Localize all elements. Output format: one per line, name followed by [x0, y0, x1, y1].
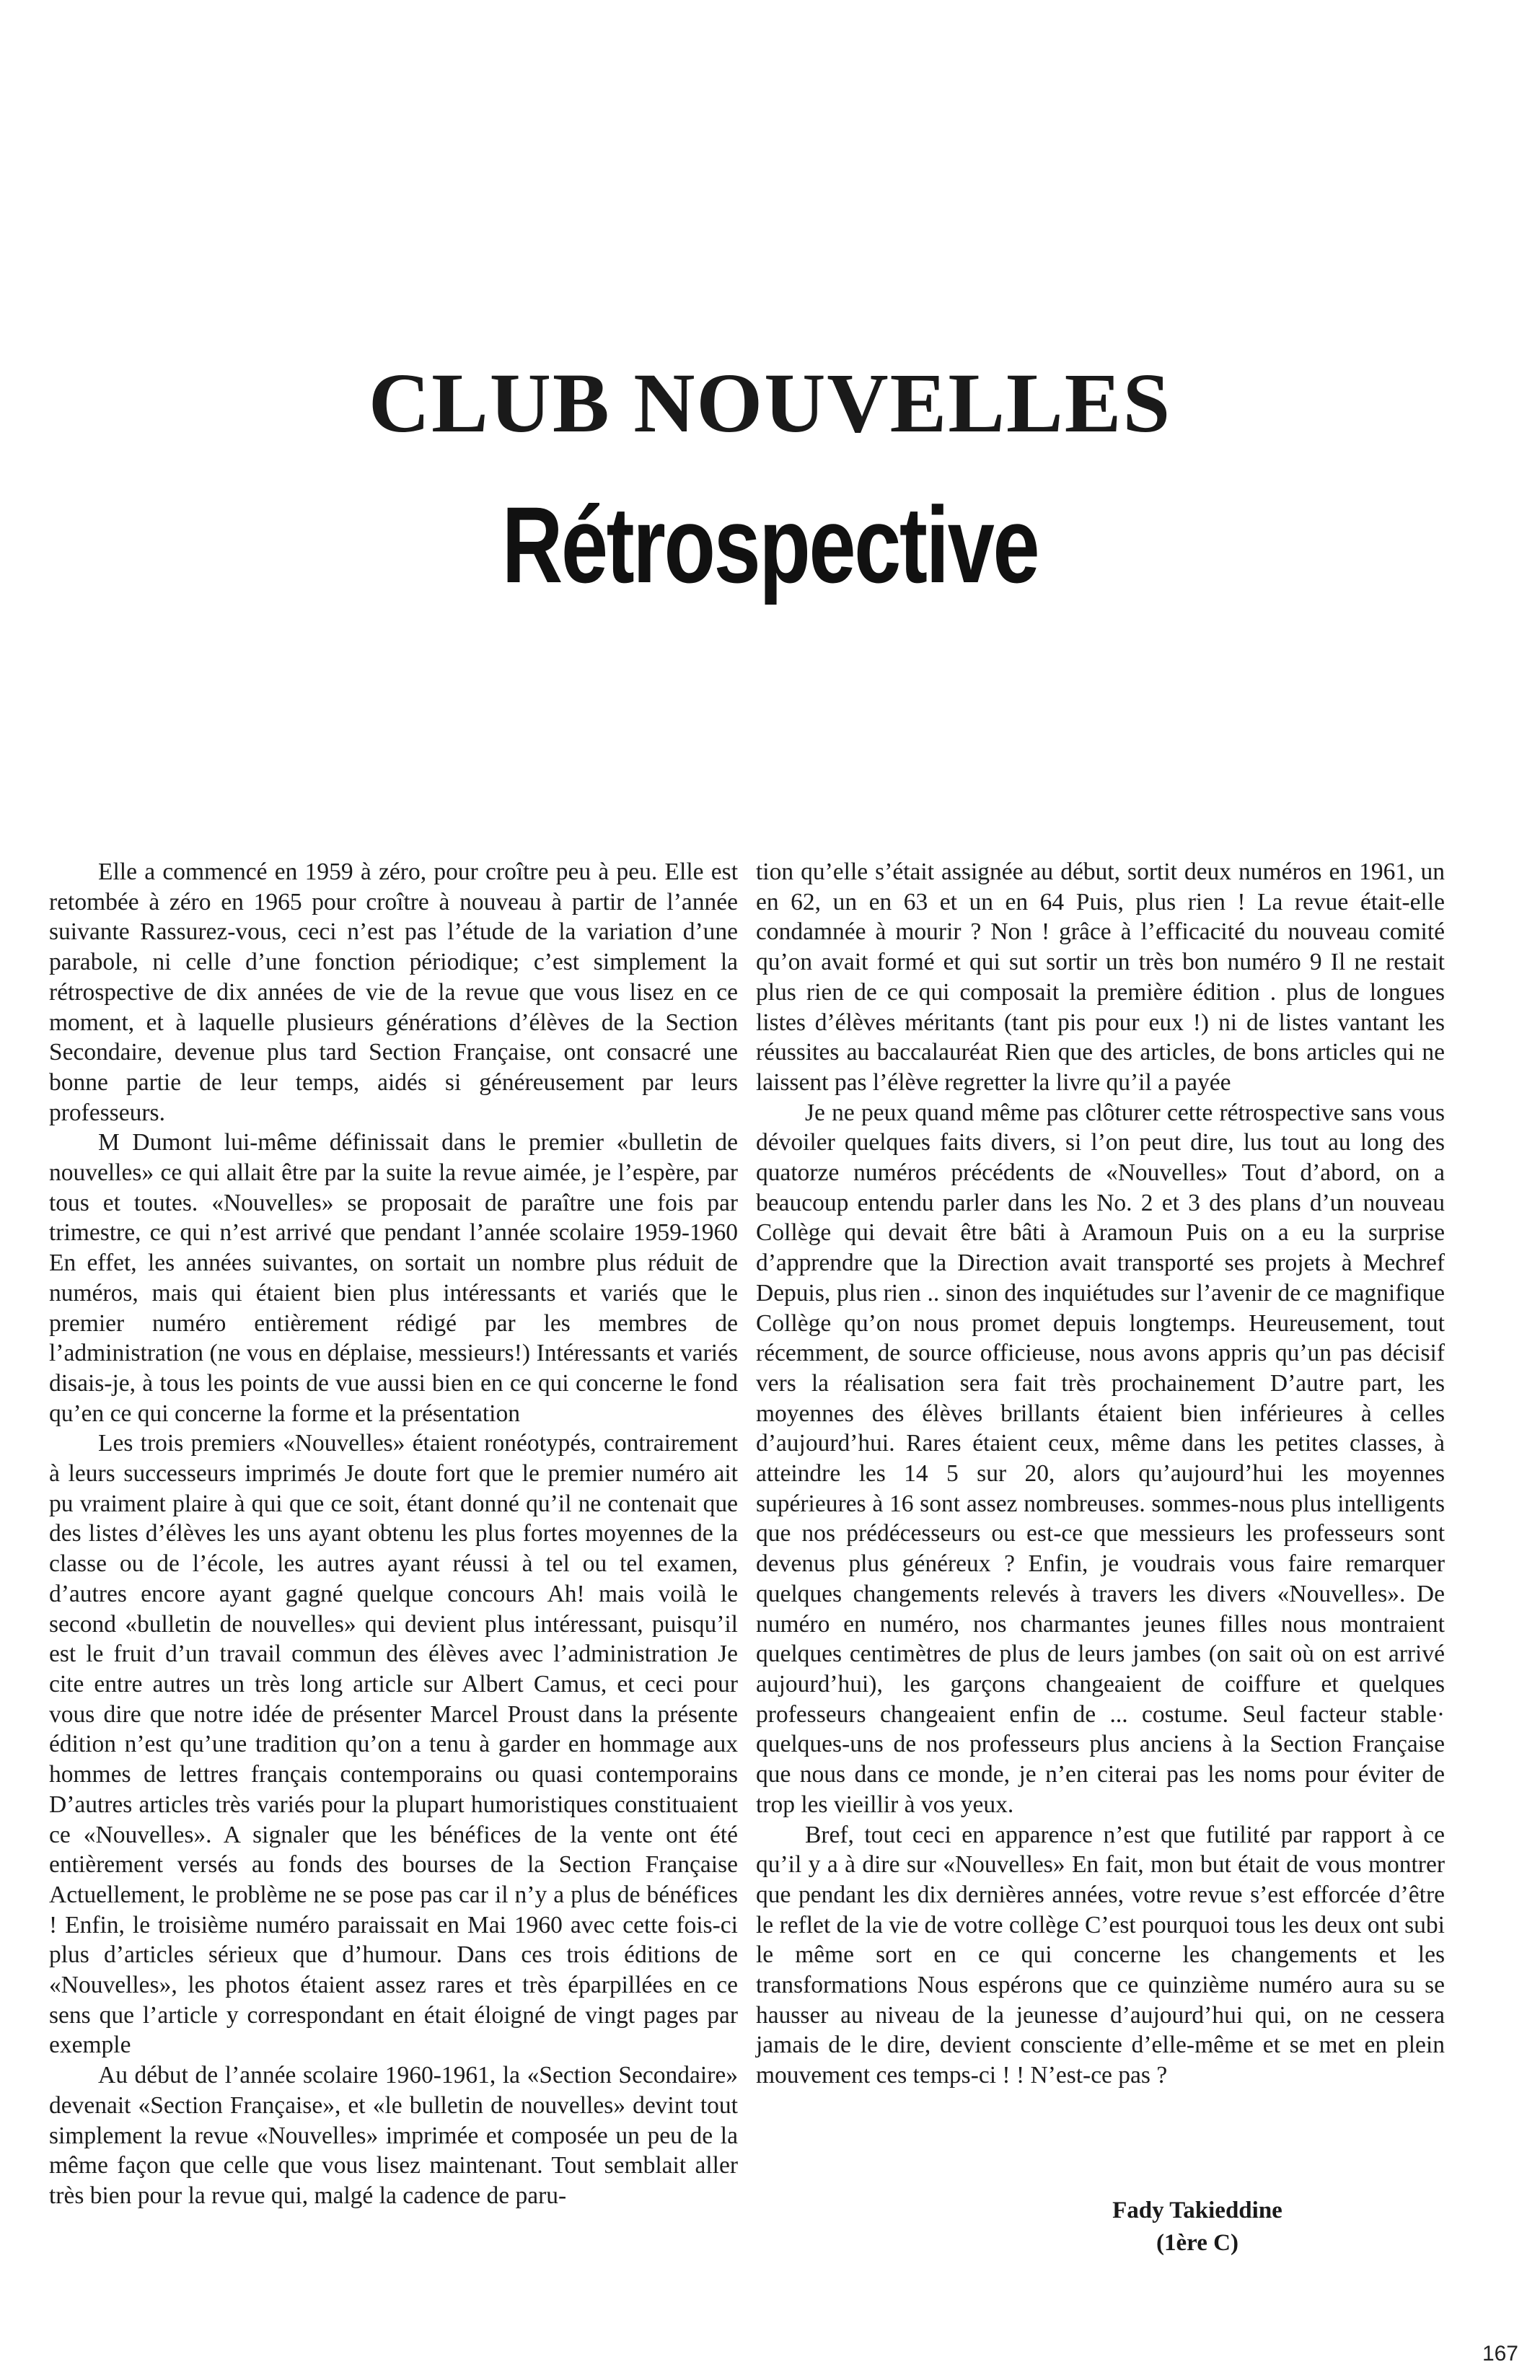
- article-left-column: [49, 857, 738, 2211]
- article-paragraph: Les trois premiers «Nouvelles» étaient ronéotypés, contrairement à leurs successeurs imprimés Je doute fort que le premier numéro ait pu vraiment plaire à qui que ce soit, étant donné qu’il ne contenait que des listes d’élèves les uns ayant obtenu les plus fortes moyennes de la classe ou de l’école, les autres ayant réussi à tel ou tel examen, d’autres encore ayant gagné quelque concours Ah! mais voilà le second «bulletin de nouvelles» qui devient plus intéressant, puisqu’il est le fruit d’un travail commun des élèves avec l’administration Je cite entre autres un très long article sur Albert Camus, et ceci pour vous dire que notre idée de présenter Marcel Proust dans la présente édition n’est qu’une tradition qu’on a tenu à garder en hommage aux hommes de lettres français contemporains ou quasi contemporains D’autres articles très variés pour la plupart humoristiques constituaient ce «Nouvelles». A signaler que les bénéfices de la vente ont été entièrement versés au fonds des bourses de la Section Française Actuellement, le problème ne se pose pas car il n’y a plus de bénéfices ! Enfin, le troisième numéro paraissait en Mai 1960 avec cette fois-ci plus d’articles sérieux que d’humour. Dans ces trois éditions de «Nouvelles», les photos étaient assez rares et très éparpillées en ce sens que l’article y correspondant en était éloigné de vingt pages par exemple: [49, 1430, 738, 2059]
- article-paragraph-continued: tion qu’elle s’était assignée au début, sortit deux numéros en 1961, un en 62, un en 63 et un en 64 Puis, plus rien ! La revue était-elle condamnée à mourir ? Non ! grâce à l’efficacité du nouveau comité qu’on avait formé et qui sut sortir un très bon numéro 9 Il ne restait plus rien de ce qui composait la première édition . plus de longues listes d’élèves méritants (tant pis pour eux !) ni de listes vantant les réussites au baccalauréat Rien que des articles, de bons articles qui ne laissent pas l’élève regretter la livre qu’il a payée: [756, 859, 1445, 1096]
- author-name: Fady Takieddine: [1112, 2197, 1282, 2223]
- article-paragraph: Elle a commencé en 1959 à zéro, pour croître peu à peu. Elle est retombée à zéro en 1965 pour croître à nouveau à partir de l’année suivante Rassurez-vous, ceci n’est pas l’étude de la variation d’une parabole, ni celle d’une fonction périodique; c’est simplement la rétrospective de dix années de vie de la revue que vous lisez en ce moment, et à laquelle plusieurs générations d’élèves de la Section Secondaire, devenue plus tard Section Française, ont consacré une bonne partie de leur temps, aidés si généreusement par leurs professeurs.: [49, 859, 738, 1126]
- page-title: CLUB NOUVELLES: [368, 356, 1172, 450]
- page-number: 167: [1482, 2342, 1518, 2366]
- article-paragraph: Je ne peux quand même pas clôturer cette rétrospective sans vous dévoiler quelques faits divers, si l’on peut dire, lus tout au long des quatorze numéros précédents de «Nouvelles» Tout d’abord, on a beaucoup entendu parler dans les No. 2 et 3 des plans d’un nouveau Collège qui devait être bâti à Aramoun Puis on a eu la surprise d’apprendre que la Direction avait transporté ses projets à Mechref Depuis, plus rien .. sinon des inquiétudes sur l’avenir de ce magnifique Collège qu’on nous promet depuis longtemps. Heureusement, tout récemment, de source officieuse, nous avons appris qu’un pas décisif vers la réalisation sera fait très prochainement D’autre part, les moyennes des élèves brillants étaient bien inférieures à celles d’aujourd’hui. Rares étaient ceux, même dans les petites classes, à atteindre les 14 5 sur 20, alors qu’aujourd’hui les moyennes supérieures à 16 sont assez nombreuses. sommes-nous plus intelligents que nos prédécesseurs ou est-ce que messieurs les professeurs sont devenus plus généreux ? Enfin, je voudrais vous faire remarquer quelques changements relevés à travers les divers «Nouvelles». De numéro en numéro, nos charmantes jeunes filles nous montraient quelques centimètres de plus de leurs jambes (on sait où on est arrivé aujourd’hui), les garçons changeaient de coiffure et quelques professeurs changeaient enfin de ... costume. Seul facteur stable· quelques-uns de nos professeurs plus anciens à la Section Française que nous dans ce monde, je n’en citerai pas les noms pour éviter de trop les vieillir à vos yeux.: [756, 1099, 1445, 1818]
- author-class: (1ère C): [1156, 2229, 1238, 2256]
- article-right-column: [756, 857, 1445, 2091]
- article-paragraph: M Dumont lui-même définissait dans le premier «bulletin de nouvelles» ce qui allait être par la suite la revue aimée, je l’espère, par tous et toutes. «Nouvelles» se proposait de paraître une fois par trimestre, ce qui n’est arrivé que pendant l’année scolaire 1959-1960 En effet, les années suivantes, on sortait un nombre plus réduit de numéros, mais qui étaient bien plus intéressants et variés que le premier numéro entièrement rédigé par les membres de l’administration (ne vous en déplaise, messieurs!) Intéressants et variés disais-je, à tous les points de vue aussi bien en ce qui concerne le fond qu’en ce qui concerne la forme et la présentation: [49, 1129, 738, 1427]
- article-paragraph: Bref, tout ceci en apparence n’est que futilité par rapport à ce qu’il y a à dire sur «Nouvelles» En fait, mon but était de vous montrer que pendant les dix dernières années, votre revue s’est efforcée d’être le reflet de la vie de votre collège C’est pourquoi tous les deux ont subi le même sort en ce qui concerne les changements et les transformations Nous espérons que ce quinzième numéro aura su se hausser au niveau de la jeunesse d’aujourd’hui qui, on ne cessera jamais de le dire, devient consciente d’elle-même et se met en plein mouvement ces temps-ci ! ! N’est-ce pas ?: [756, 1821, 1445, 2089]
- article-paragraph: Au début de l’année scolaire 1960-1961, la «Section Secondaire» devenait «Section Française», et «le bulletin de nouvelles» devint tout simplement la revue «Nouvelles» imprimée et composée un peu de la même façon que celle que vous lisez maintenant. Tout semblait aller très bien pour la revue qui, malgé la cadence de paru-: [49, 2062, 738, 2209]
- page-subtitle: Rétrospective: [501, 484, 1039, 605]
- author-signature: [1024, 2195, 1370, 2259]
